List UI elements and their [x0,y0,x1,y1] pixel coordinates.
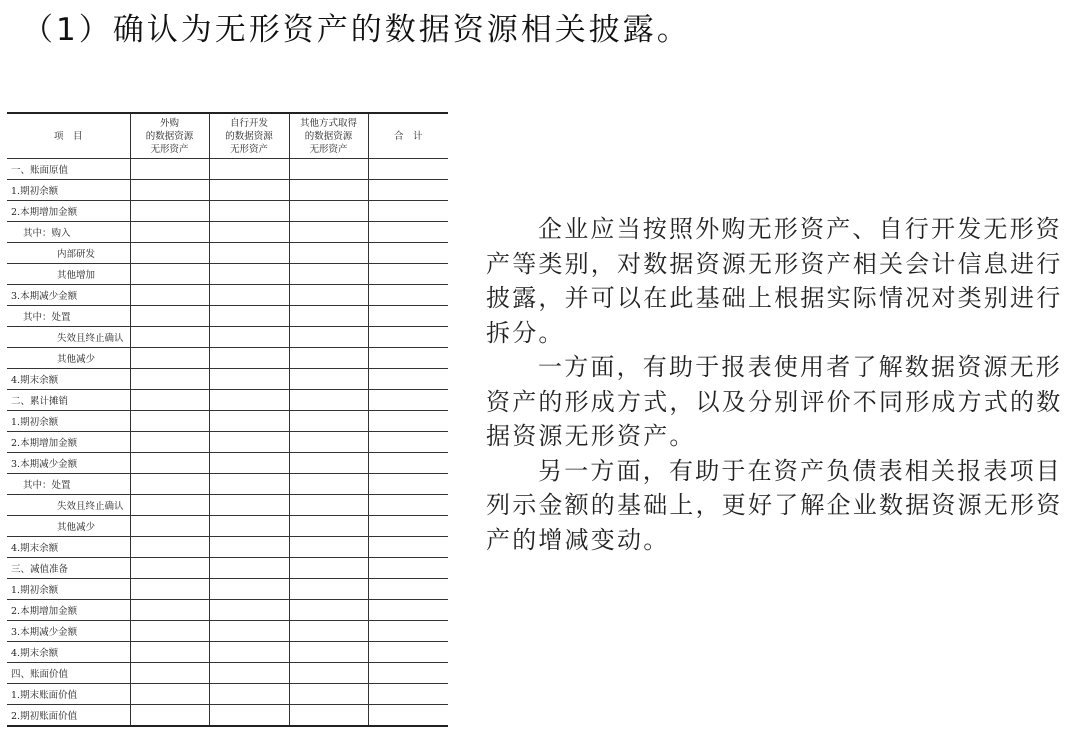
row-label: 3.本期减少金额 [7,453,130,474]
table-cell [368,642,448,663]
table-cell [368,600,448,621]
row-label: 3.本期减少金额 [7,621,130,642]
table-cell [368,705,448,727]
paragraph: 另一方面，有助于在资产负债表相关报表项目列示金额的基础上，更好了解企业数据资源无形资产的增减变动。 [486,456,1063,554]
table-cell [368,243,448,264]
table-cell [368,474,448,495]
row-label: 1.期初余额 [7,579,130,600]
table-cell [130,684,209,705]
row-label: 3.本期减少金额 [7,285,130,306]
table-cell [130,453,209,474]
row-label: 其他减少 [7,348,130,369]
table-cell [130,411,209,432]
table-cell [289,285,368,306]
table-row [7,432,448,453]
table-row [7,558,448,579]
table-row [7,264,448,285]
row-label: 4.期末余额 [7,642,130,663]
table-cell [130,705,209,727]
header-purchased: 外购 的数据资源 无形资产 [130,113,209,159]
table-cell [289,180,368,201]
table-cell [368,495,448,516]
table-cell [209,684,289,705]
table-cell [289,579,368,600]
row-label: 1.期初余额 [7,180,130,201]
table-row [7,159,448,180]
header-total: 合 计 [368,113,448,159]
table-cell [209,369,289,390]
table-cell [209,516,289,537]
row-label: 其中：处置 [7,474,130,495]
table-cell [368,663,448,684]
table-row [7,495,448,516]
table-cell [130,516,209,537]
table-cell [209,537,289,558]
table-cell [209,642,289,663]
page-title: （1）确认为无形资产的数据资源相关披露。 [22,12,691,48]
table-cell [368,516,448,537]
table-row [7,453,448,474]
row-label: 其中：购入 [7,222,130,243]
table-cell [289,558,368,579]
table-cell [368,369,448,390]
table-cell [130,285,209,306]
table-cell [368,327,448,348]
table-cell [368,537,448,558]
table-cell [289,621,368,642]
table-cell [130,180,209,201]
table-cell [289,705,368,727]
table-cell [289,243,368,264]
table-cell [289,390,368,411]
row-label: 4.期末余额 [7,369,130,390]
body-text [486,212,1066,557]
table-cell [289,264,368,285]
table-cell [209,243,289,264]
table-cell [209,579,289,600]
table-cell [130,159,209,180]
table-row [7,537,448,558]
row-label: 四、账面价值 [7,663,130,684]
table-header-row [7,113,448,159]
table-row [7,243,448,264]
table-row [7,327,448,348]
table-cell [368,411,448,432]
table-row [7,663,448,684]
table-cell [209,159,289,180]
table-cell [289,474,368,495]
row-label: 1.期初余额 [7,411,130,432]
table-cell [368,453,448,474]
table-cell [209,327,289,348]
header-item: 项 目 [7,113,130,159]
table-cell [209,390,289,411]
table-cell [368,621,448,642]
row-label: 2.期初账面价值 [11,711,78,722]
table-cell [289,453,368,474]
table-cell [209,663,289,684]
table-cell [209,180,289,201]
table-cell [289,663,368,684]
table-cell [368,579,448,600]
table-cell [130,327,209,348]
table-body [7,159,448,727]
row-label: 2.本期增加金额 [7,600,130,621]
table-cell [289,159,368,180]
table-cell [209,495,289,516]
table-cell [289,348,368,369]
row-label: 2.本期增加金额 [7,432,130,453]
table-cell [368,285,448,306]
row-label: 失效且终止确认 [7,495,130,516]
table-row [7,474,448,495]
table-row [7,285,448,306]
row-label: 其中：处置 [7,306,130,327]
table-cell [368,201,448,222]
paragraph: 一方面，有助于报表使用者了解数据资源无形资产的形成方式，以及分别评价不同形成方式的数据资源无形资产。 [486,353,1063,450]
table-cell [368,348,448,369]
paragraph: 企业应当按照外购无形资产、自行开发无形资产等类别，对数据资源无形资产相关会计信息进行披露，并可以在此基础上根据实际情况对类别进行拆分。 [486,215,1063,347]
table-cell [209,306,289,327]
row-label: 内部研发 [7,243,130,264]
table-cell [209,411,289,432]
table-row [7,348,448,369]
table-cell [289,684,368,705]
table-cell [130,369,209,390]
row-label: 二、累计摊销 [7,390,130,411]
table-row [7,705,448,727]
table-cell [289,537,368,558]
table-cell [209,558,289,579]
header-self-developed: 自行开发 的数据资源 无形资产 [209,113,289,159]
table-cell [368,222,448,243]
table-cell [209,474,289,495]
table-cell [130,663,209,684]
table-cell [368,180,448,201]
table-cell [368,390,448,411]
table-cell [130,264,209,285]
table-cell [209,453,289,474]
table-cell [209,621,289,642]
table-cell [289,516,368,537]
table-cell [368,159,448,180]
table-cell [368,306,448,327]
row-label: 失效且终止确认 [7,327,130,348]
table-cell [130,222,209,243]
table-cell [130,243,209,264]
table-cell [368,264,448,285]
table-row [7,411,448,432]
table-cell [130,348,209,369]
table-cell [130,390,209,411]
table-row [7,222,448,243]
table-cell [209,432,289,453]
table-cell [130,495,209,516]
table-cell [289,495,368,516]
table-cell [289,642,368,663]
table-cell [209,222,289,243]
table-row [7,642,448,663]
table-cell [130,558,209,579]
table-cell [209,201,289,222]
table-cell [368,432,448,453]
row-label: 一、账面原值 [7,159,130,180]
table-row [7,684,448,705]
table-cell [130,201,209,222]
table-cell [130,474,209,495]
table-row [7,390,448,411]
row-label: 其他增加 [7,264,130,285]
table-cell [289,327,368,348]
table-cell [289,600,368,621]
table-row [7,600,448,621]
table-cell [130,621,209,642]
table-cell [209,348,289,369]
disclosure-table [7,112,448,727]
table-cell [130,600,209,621]
table-cell [130,642,209,663]
table-cell [209,285,289,306]
table-cell [368,558,448,579]
table-cell [130,579,209,600]
table-cell [289,369,368,390]
row-label: 4.期末余额 [7,537,130,558]
table-cell [209,600,289,621]
table-cell [289,432,368,453]
table-cell [130,432,209,453]
row-label: 其他减少 [7,516,130,537]
table-row [7,369,448,390]
table-cell [289,222,368,243]
header-other-acquired: 其他方式取得 的数据资源 无形资产 [289,113,368,159]
table-cell [209,705,289,727]
table-cell [289,306,368,327]
table-row [7,306,448,327]
row-label: 三、减值准备 [7,558,130,579]
row-label: 2.本期增加金额 [7,201,130,222]
table-row [7,516,448,537]
table-row [7,621,448,642]
table-cell [130,306,209,327]
table-cell [209,264,289,285]
table-cell [130,537,209,558]
row-label: 1.期末账面价值 [7,684,130,705]
table-cell [368,684,448,705]
table-row [7,201,448,222]
table-cell [289,411,368,432]
table-cell [289,201,368,222]
table-row [7,579,448,600]
table-row [7,180,448,201]
